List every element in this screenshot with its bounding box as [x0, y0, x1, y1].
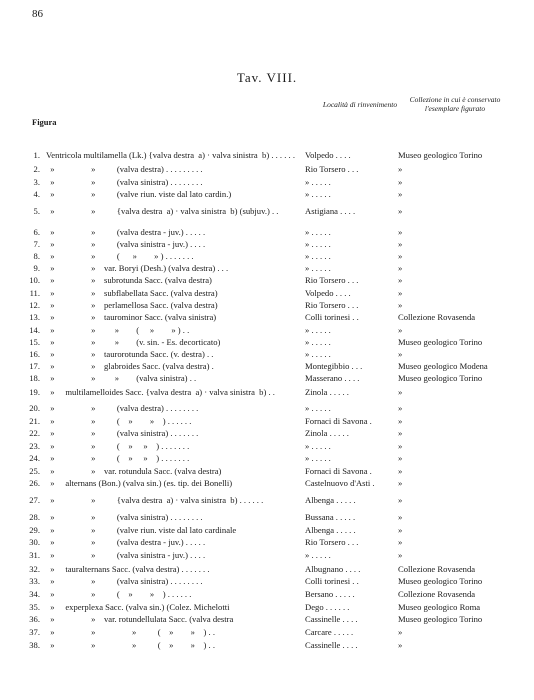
figure-description: » » » ( » » ) . .: [46, 627, 216, 637]
figure-collection: »: [398, 177, 403, 187]
figure-description: » » » ( » » ) . .: [46, 325, 190, 335]
figure-locality: Bersano . . . . .: [305, 589, 355, 599]
figure-collection: Museo geologico Torino: [398, 576, 483, 586]
figure-locality: Rio Torsero . . .: [305, 164, 359, 174]
figure-locality: Montegibbio . . .: [305, 361, 363, 371]
figure-collection: »: [398, 387, 403, 397]
figure-locality: Rio Torsero . . .: [305, 275, 359, 285]
figure-number: 7.: [33, 239, 40, 249]
figure-description: » » » (valva sinistra) . .: [46, 373, 197, 383]
figure-locality: Fornaci di Savona .: [305, 466, 372, 476]
figure-number: 28.: [29, 512, 40, 522]
figure-number: 33.: [29, 576, 40, 586]
figure-description: » » (valve riun. viste dal lato cardinale: [46, 525, 237, 535]
figure-collection: Collezione Rovasenda: [398, 564, 476, 574]
figure-locality: » . . . . .: [305, 349, 331, 359]
figure-number: 22.: [29, 428, 40, 438]
figure-description: » » (valva destra) . . . . . . . .: [46, 403, 199, 413]
figure-collection: »: [398, 495, 403, 505]
figure-collection: »: [398, 453, 403, 463]
figure-collection: Museo geologico Modena: [398, 361, 488, 371]
figure-collection: »: [398, 416, 403, 426]
figure-number: 2.: [33, 164, 40, 174]
figure-locality: Dego . . . . . .: [305, 602, 350, 612]
figure-number: 31.: [29, 550, 40, 560]
figure-number: 12.: [29, 300, 40, 310]
figure-locality: Albenga . . . . .: [305, 495, 356, 505]
figure-number: 36.: [29, 614, 40, 624]
figure-locality: Bussana . . . . .: [305, 512, 356, 522]
figure-collection: »: [398, 403, 403, 413]
figure-description: » tauralternans Sacc. (valva destra) . . . . . . .: [46, 564, 210, 574]
figure-locality: Volpedo . . . .: [305, 288, 351, 298]
figure-description: » » subflabellata Sacc. (valva destra): [46, 288, 218, 298]
figure-description: » » ( » » ) . . . . . . .: [46, 251, 194, 261]
figure-locality: » . . . . .: [305, 263, 331, 273]
figure-collection: »: [398, 512, 403, 522]
figure-description: » alternans (Bon.) (valva sin.) (es. tip. dei Bonelli): [46, 478, 233, 488]
figure-collection: »: [398, 640, 403, 650]
figure-description: » experplexa Sacc. (valva sin.) (Colez. Michelotti: [46, 602, 230, 612]
figure-number: 38.: [29, 640, 40, 650]
figure-locality: Carcare . . . . .: [305, 627, 354, 637]
figure-description: » » perlamellosa Sacc. (valva destra): [46, 300, 218, 310]
figure-collection: »: [398, 227, 403, 237]
figure-collection: »: [398, 325, 403, 335]
figure-number: 15.: [29, 337, 40, 347]
figure-collection: »: [398, 349, 403, 359]
figure-collection: »: [398, 189, 403, 199]
figure-number: 21.: [29, 416, 40, 426]
figure-description: » » (valva sinistra) . . . . . . . .: [46, 576, 203, 586]
figure-description: » » ( » » ) . . . . . .: [46, 589, 192, 599]
figure-collection: »: [398, 206, 403, 216]
figure-collection: »: [398, 288, 403, 298]
figure-description: » » » ( » » ) . .: [46, 640, 216, 650]
figure-collection: Museo geologico Roma: [398, 602, 481, 612]
figure-number: 3.: [33, 177, 40, 187]
figure-number: 13.: [29, 312, 40, 322]
figure-number: 20.: [29, 403, 40, 413]
figure-description: » » {valva destra a) · valva sinistra b) . . . . . .: [46, 495, 264, 505]
figure-number: 30.: [29, 537, 40, 547]
figure-collection: »: [398, 300, 403, 310]
figure-description: » » (valva destra - juv.) . . . . .: [46, 537, 206, 547]
figure-number: 17.: [29, 361, 40, 371]
figure-collection: Collezione Rovasenda: [398, 589, 476, 599]
figure-description: » » var. Boryi (Desh.) (valva destra) . . .: [46, 263, 229, 273]
figure-description: » » var. rotundula Sacc. (valva destra): [46, 466, 222, 476]
figure-locality: Colli torinesi . .: [305, 576, 359, 586]
figure-number: 34.: [29, 589, 40, 599]
figure-number: 25.: [29, 466, 40, 476]
figure-locality: Fornaci di Savona .: [305, 416, 372, 426]
figure-collection: »: [398, 478, 403, 488]
figure-collection: Museo geologico Torino: [398, 373, 483, 383]
figure-description: Ventricola multilamella (Lk.) {valva destra a) · valva sinistra b) . . . . . .: [46, 150, 295, 160]
figure-description: » » (valve riun. viste dal lato cardin.): [46, 189, 232, 199]
figure-description: » » ( » » ) . . . . . .: [46, 416, 192, 426]
figure-number: 6.: [33, 227, 40, 237]
figure-description: » » (valva destra - juv.) . . . . .: [46, 227, 206, 237]
figure-number: 9.: [33, 263, 40, 273]
figure-description: » » taurominor Sacc. (valva sinistra): [46, 312, 217, 322]
figure-locality: Cassinelle . . . .: [305, 640, 358, 650]
figure-description: » multilamelloides Sacc. {valva destra a) · valva sinistra b) . .: [46, 387, 275, 397]
figure-locality: Colli torinesi . .: [305, 312, 359, 322]
figure-collection: »: [398, 550, 403, 560]
figure-collection: »: [398, 263, 403, 273]
figure-number: 29.: [29, 525, 40, 535]
figure-description: » » ( » » ) . . . . . . .: [46, 441, 190, 451]
figure-collection: »: [398, 441, 403, 451]
figure-collection: »: [398, 466, 403, 476]
plate-title: Tav. VIII.: [236, 70, 298, 85]
figure-locality: » . . . . .: [305, 239, 331, 249]
figure-description: » » taurorotunda Sacc. (v. destra) . .: [46, 349, 214, 359]
figure-description: » » » (v. sin. - Es. decorticato): [46, 337, 221, 347]
figure-description: » » subrotunda Sacc. (valva destra): [46, 275, 212, 285]
figure-locality: » . . . . .: [305, 550, 331, 560]
figure-description: » » {valva destra a) · valva sinistra b) (subjuv.) . .: [46, 206, 279, 216]
figure-description: » » var. rotundellulata Sacc. (valva destra: [46, 614, 234, 624]
figure-description: » » (valva sinistra) . . . . . . . .: [46, 512, 203, 522]
figure-description: » » glabroides Sacc. (valva destra) .: [46, 361, 214, 371]
figure-locality: Cassinelle . . . .: [305, 614, 358, 624]
figure-number: 27.: [29, 495, 40, 505]
figure-collection: »: [398, 275, 403, 285]
figure-locality: Masserano . . . .: [305, 373, 360, 383]
figure-collection: »: [398, 428, 403, 438]
figure-locality: Rio Torsero . . .: [305, 300, 359, 310]
figure-collection: Museo geologico Torino: [398, 150, 483, 160]
figure-locality: » . . . . .: [305, 325, 331, 335]
figure-number: 24.: [29, 453, 40, 463]
figure-locality: Volpedo . . . .: [305, 150, 351, 160]
figure-number: 16.: [29, 349, 40, 359]
figure-number: 11.: [29, 288, 40, 298]
figure-description: » » (valva sinistra - juv.) . . . .: [46, 239, 206, 249]
header-collection: Collezione in cui è conservato l'esemplare figurato: [409, 95, 501, 113]
figure-description: » » (valva sinistra - juv.) . . . .: [46, 550, 206, 560]
figure-number: 37.: [29, 627, 40, 637]
figure-locality: Albenga . . . . .: [305, 525, 356, 535]
header-locality: Località di rinvenimento: [322, 100, 398, 109]
figure-number: 18.: [29, 373, 40, 383]
figure-collection: »: [398, 251, 403, 261]
figure-number: 5.: [33, 206, 40, 216]
figure-collection: Museo geologico Torino: [398, 614, 483, 624]
figure-locality: » . . . . .: [305, 403, 331, 413]
header-figura: Figura: [32, 117, 57, 127]
figure-locality: Zinola . . . . .: [305, 428, 349, 438]
figure-locality: » . . . . .: [305, 189, 331, 199]
figure-collection: Collezione Rovasenda: [398, 312, 476, 322]
figure-number: 8.: [33, 251, 40, 261]
figure-collection: »: [398, 537, 403, 547]
figure-number: 4.: [33, 189, 40, 199]
figure-collection: Museo geologico Torino: [398, 337, 483, 347]
figure-description: » » (valva sinistra) . . . . . . . .: [46, 177, 203, 187]
figure-locality: Castelnuovo d'Asti .: [305, 478, 375, 488]
figure-locality: » . . . . .: [305, 177, 331, 187]
figure-number: 19.: [29, 387, 40, 397]
figure-number: 35.: [29, 602, 40, 612]
figure-locality: » . . . . .: [305, 441, 331, 451]
figure-locality: Albugnano . . . .: [305, 564, 361, 574]
figure-locality: » . . . . .: [305, 337, 331, 347]
figure-collection: »: [398, 239, 403, 249]
figure-number: 14.: [29, 325, 40, 335]
page-number: 86: [32, 8, 43, 20]
figure-number: 23.: [29, 441, 40, 451]
figure-locality: » . . . . .: [305, 227, 331, 237]
figure-collection: »: [398, 164, 403, 174]
figure-description: » » (valva destra) . . . . . . . . .: [46, 164, 203, 174]
figure-number: 10.: [29, 275, 40, 285]
figure-locality: Rio Torsero . . .: [305, 537, 359, 547]
figure-collection: »: [398, 525, 403, 535]
figure-number: 26.: [29, 478, 40, 488]
figure-description: » » (valva sinistra) . . . . . . .: [46, 428, 199, 438]
figure-locality: » . . . . .: [305, 453, 331, 463]
figure-locality: Astigiana . . . .: [305, 206, 356, 216]
figure-description: » » ( » » ) . . . . . . .: [46, 453, 190, 463]
figure-number: 32.: [29, 564, 40, 574]
figure-collection: »: [398, 627, 403, 637]
figure-number: 1.: [33, 150, 40, 160]
figure-locality: » . . . . .: [305, 251, 331, 261]
figure-locality: Zinola . . . . .: [305, 387, 349, 397]
